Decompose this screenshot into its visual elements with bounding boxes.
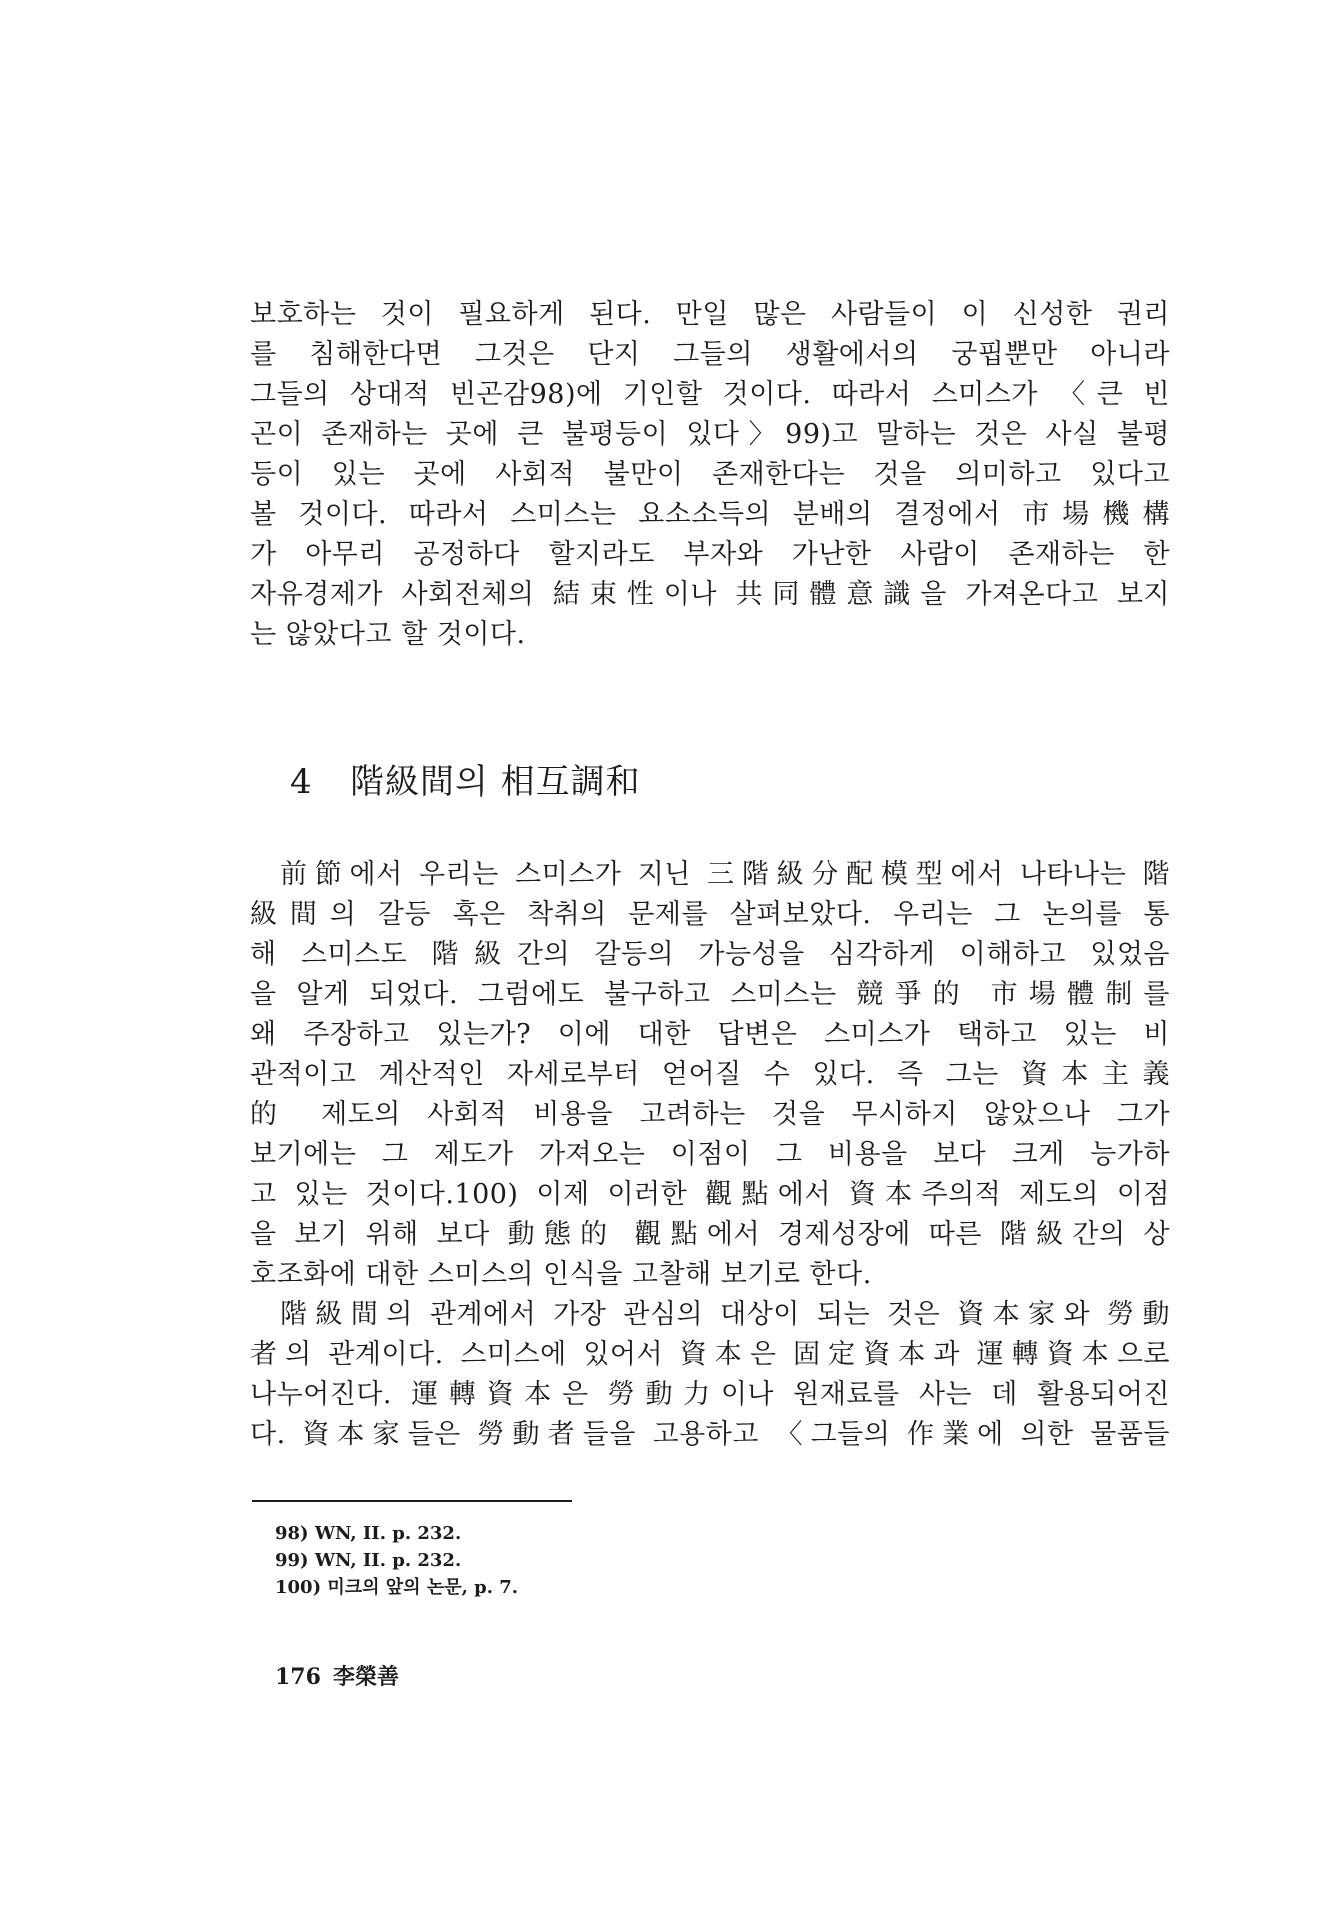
text-line: 해 스미스도 階級간의 갈등의 가능성을 심각하게 이해하고 있었음 bbox=[250, 939, 1170, 970]
text-line: 을 알게 되었다. 그럼에도 불구하고 스미스는 競爭的 市場體制를 bbox=[250, 979, 1170, 1010]
body-paragraph-2 bbox=[250, 855, 1170, 1455]
footnote-divider bbox=[252, 1500, 572, 1502]
text-line: 前節에서 우리는 스미스가 지닌 三階級分配模型에서 나타나는 階 bbox=[280, 859, 1170, 890]
text-line: 등이 있는 곳에 사회적 불만이 존재한다는 것을 의미하고 있다고 bbox=[250, 459, 1170, 490]
text-line: 그들의 상대적 빈곤감98)에 기인할 것이다. 따라서 스미스가 〈큰 빈 bbox=[250, 379, 1170, 410]
text-line: 는 않았다고 할 것이다. bbox=[250, 619, 526, 650]
page-number: 176 bbox=[275, 1664, 321, 1690]
text-line: 者의 관계이다. 스미스에 있어서 資本은 固定資本과 運轉資本으로 bbox=[250, 1339, 1170, 1370]
section-title: 階級間의 相互調和 bbox=[350, 762, 641, 802]
text-line: 호조화에 대한 스미스의 인식을 고찰해 보기로 한다. bbox=[250, 1259, 872, 1290]
text-line: 階級間의 관계에서 가장 관심의 대상이 되는 것은 資本家와 勞動 bbox=[280, 1299, 1170, 1330]
footnote: 100) 미크의 앞의 논문, p. 7. bbox=[275, 1577, 519, 1598]
text-line: 곤이 존재하는 곳에 큰 불평등이 있다〉99)고 말하는 것은 사실 불평 bbox=[250, 419, 1170, 450]
text-line: 보호하는 것이 필요하게 된다. 만일 많은 사람들이 이 신성한 권리 bbox=[250, 299, 1170, 330]
text-line: 관적이고 계산적인 자세로부터 얻어질 수 있다. 즉 그는 資本主義 bbox=[250, 1059, 1170, 1090]
text-line: 가 아무리 공정하다 할지라도 부자와 가난한 사람이 존재하는 한 bbox=[250, 539, 1170, 570]
page-footer bbox=[275, 1660, 399, 1691]
text-line: 다. 資本家들은 勞動者들을 고용하고 〈그들의 作業에 의한 물품들 bbox=[250, 1419, 1170, 1450]
text-line: 級間의 갈등 혹은 착취의 문제를 살펴보았다. 우리는 그 논의를 통 bbox=[250, 899, 1170, 930]
body-paragraph-1 bbox=[250, 295, 1170, 655]
text-line: 을 보기 위해 보다 動態的 觀點에서 경제성장에 따른 階級간의 상 bbox=[250, 1219, 1170, 1250]
footnote: 98) WN, II. p. 232. bbox=[275, 1523, 462, 1544]
footnotes bbox=[275, 1520, 518, 1601]
section-number: 4 bbox=[290, 762, 313, 802]
footnote: 99) WN, II. p. 232. bbox=[275, 1550, 462, 1571]
section-heading bbox=[290, 760, 641, 804]
text-line: 나누어진다. 運轉資本은 勞動力이나 원재료를 사는 데 활용되어진 bbox=[250, 1379, 1170, 1410]
text-line: 를 침해한다면 그것은 단지 그들의 생활에서의 궁핍뿐만 아니라 bbox=[250, 339, 1170, 370]
text-line: 왜 주장하고 있는가? 이에 대한 답변은 스미스가 택하고 있는 비 bbox=[250, 1019, 1170, 1050]
text-line: 的 제도의 사회적 비용을 고려하는 것을 무시하지 않았으나 그가 bbox=[250, 1099, 1170, 1130]
text-line: 고 있는 것이다.100) 이제 이러한 觀點에서 資本주의적 제도의 이점 bbox=[250, 1179, 1170, 1210]
text-line: 자유경제가 사회전체의 結束性이나 共同體意識을 가져온다고 보지 bbox=[250, 579, 1170, 610]
text-line: 볼 것이다. 따라서 스미스는 요소소득의 분배의 결정에서 市場機構 bbox=[250, 499, 1170, 530]
text-line: 보기에는 그 제도가 가져오는 이점이 그 비용을 보다 크게 능가하 bbox=[250, 1139, 1170, 1170]
author-name: 李榮善 bbox=[332, 1664, 399, 1690]
